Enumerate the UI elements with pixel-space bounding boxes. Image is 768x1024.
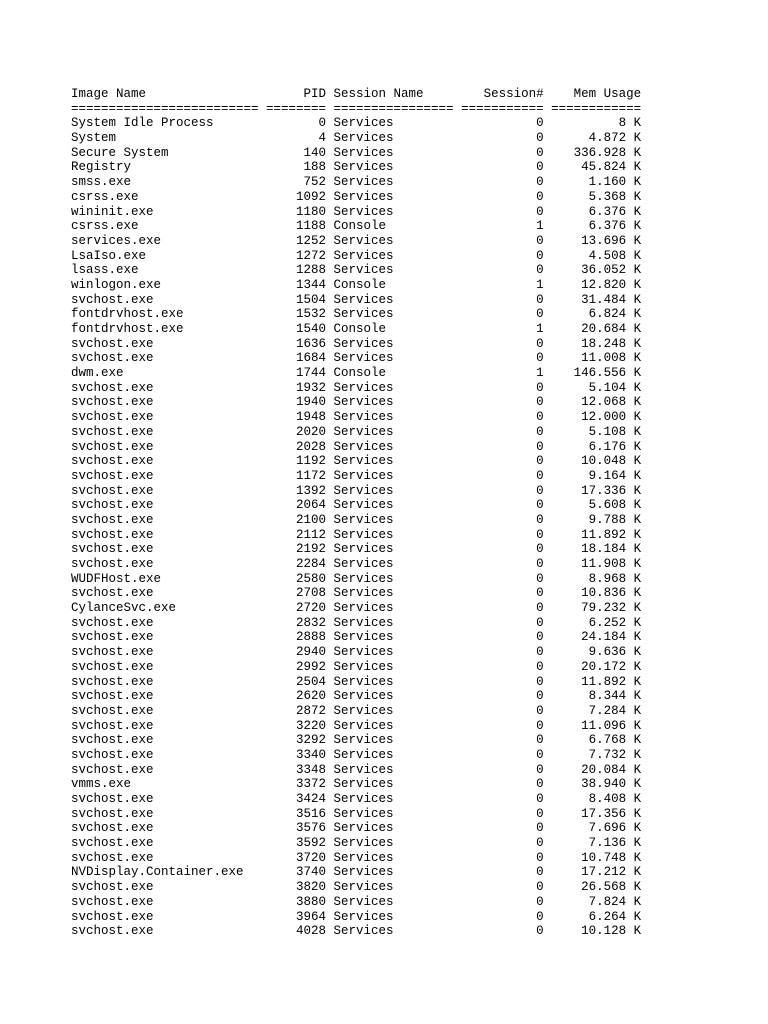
process-row: wininit.exe 1180 Services 0 6.376 K [71,204,642,219]
process-row: LsaIso.exe 1272 Services 0 4.508 K [71,248,642,263]
process-row: svchost.exe 2100 Services 0 9.788 K [71,512,642,527]
process-row: NVDisplay.Container.exe 3740 Services 0 17.212 K [71,865,642,880]
separator-row: ========================= ======== ================ =========== ============ [71,101,642,116]
header-row: Image Name PID Session Name Session# Mem Usage [71,87,642,101]
process-row: svchost.exe 2992 Services 0 20.172 K [71,659,642,674]
process-listing [71,87,641,939]
process-row: csrss.exe 1188 Console 1 6.376 K [71,219,642,234]
process-row: svchost.exe 3964 Services 0 6.264 K [71,909,642,924]
process-row: svchost.exe 1684 Services 0 11.008 K [71,351,642,366]
process-row: svchost.exe 3592 Services 0 7.136 K [71,836,642,851]
process-row: svchost.exe 3348 Services 0 20.084 K [71,762,642,777]
process-row: vmms.exe 3372 Services 0 38.940 K [71,777,642,792]
process-row: lsass.exe 1288 Services 0 36.052 K [71,263,642,278]
process-row: svchost.exe 3516 Services 0 17.356 K [71,806,642,821]
process-row: svchost.exe 2940 Services 0 9.636 K [71,645,642,660]
process-row: svchost.exe 2888 Services 0 24.184 K [71,630,642,645]
process-row: WUDFHost.exe 2580 Services 0 8.968 K [71,571,642,586]
process-row: svchost.exe 3340 Services 0 7.732 K [71,747,642,762]
process-row: svchost.exe 2872 Services 0 7.284 K [71,703,642,718]
process-row: svchost.exe 3820 Services 0 26.568 K [71,880,642,895]
process-row: fontdrvhost.exe 1532 Services 0 6.824 K [71,307,642,322]
process-row: svchost.exe 1504 Services 0 31.484 K [71,292,642,307]
process-row: smss.exe 752 Services 0 1.160 K [71,175,642,190]
process-row: svchost.exe 1948 Services 0 12.000 K [71,410,642,425]
process-row: svchost.exe 2504 Services 0 11.892 K [71,674,642,689]
process-row: svchost.exe 1636 Services 0 18.248 K [71,336,642,351]
process-row: svchost.exe 1940 Services 0 12.068 K [71,395,642,410]
process-row: svchost.exe 2708 Services 0 10.836 K [71,586,642,601]
process-row: svchost.exe 3880 Services 0 7.824 K [71,894,642,909]
process-row: Registry 188 Services 0 45.824 K [71,160,642,175]
process-row: svchost.exe 1192 Services 0 10.048 K [71,454,642,469]
process-row: Secure System 140 Services 0 336.928 K [71,145,642,160]
process-row: svchost.exe 2192 Services 0 18.184 K [71,542,642,557]
process-row: svchost.exe 3576 Services 0 7.696 K [71,821,642,836]
process-row: CylanceSvc.exe 2720 Services 0 79.232 K [71,601,642,616]
process-row: services.exe 1252 Services 0 13.696 K [71,233,642,248]
process-row: svchost.exe 2112 Services 0 11.892 K [71,527,642,542]
process-row: svchost.exe 3220 Services 0 11.096 K [71,718,642,733]
process-row: svchost.exe 4028 Services 0 10.128 K [71,924,642,939]
process-row: svchost.exe 3424 Services 0 8.408 K [71,792,642,806]
process-row: svchost.exe 2284 Services 0 11.908 K [71,557,642,571]
process-row: svchost.exe 2620 Services 0 8.344 K [71,689,642,704]
process-row: svchost.exe 1392 Services 0 17.336 K [71,483,642,498]
process-row: csrss.exe 1092 Services 0 5.368 K [71,189,642,204]
process-row: dwm.exe 1744 Console 1 146.556 K [71,366,642,381]
process-row: winlogon.exe 1344 Console 1 12.820 K [71,277,642,292]
process-row: fontdrvhost.exe 1540 Console 1 20.684 K [71,322,642,336]
process-row: svchost.exe 2028 Services 0 6.176 K [71,439,642,454]
process-row: svchost.exe 1932 Services 0 5.104 K [71,380,642,395]
process-row: svchost.exe 2832 Services 0 6.252 K [71,615,642,630]
process-row: System 4 Services 0 4.872 K [71,131,642,146]
process-row: svchost.exe 3292 Services 0 6.768 K [71,733,642,748]
process-row: svchost.exe 2064 Services 0 5.608 K [71,498,642,513]
process-row: svchost.exe 2020 Services 0 5.108 K [71,424,642,439]
process-row: System Idle Process 0 Services 0 8 K [71,116,642,131]
process-row: svchost.exe 3720 Services 0 10.748 K [71,850,642,865]
process-row: svchost.exe 1172 Services 0 9.164 K [71,468,642,483]
